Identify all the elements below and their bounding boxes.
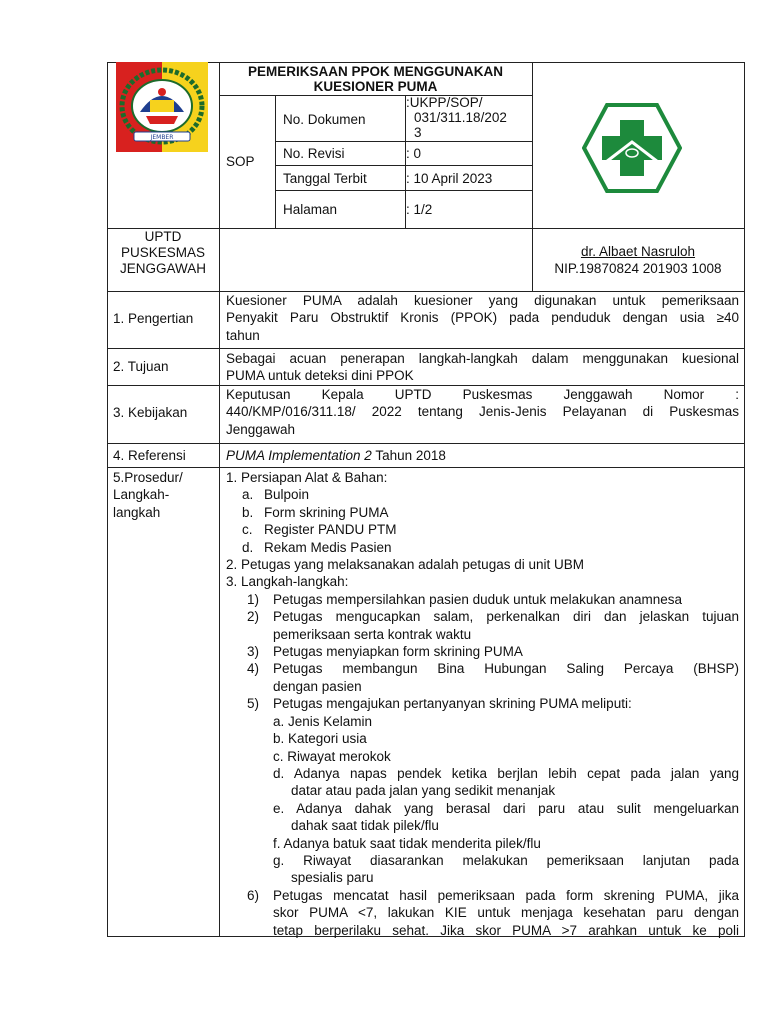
prosedur-label-line-1: 5.Prosedur/ [113, 470, 183, 485]
pengertian-label: 1. Pengertian [113, 311, 194, 326]
step-line: Petugas mencatat hasil pemeriksaan pada form skrening PUMA, jika [273, 887, 739, 903]
step-item [226, 695, 739, 712]
step-1-heading: 1. Persiapan Alat & Bahan: [226, 470, 388, 485]
no-dokumen-value-line-3: 3 [414, 125, 422, 140]
kebijakan-line: 440/KMP/016/311.18/ 2022 tentang Jenis-Jenis Pelayanan di Puskesmas [226, 404, 739, 420]
question-line: dahak saat tidak pilek/flu [291, 818, 439, 834]
kebijakan-text [226, 386, 739, 438]
tool-marker: d. [242, 539, 254, 555]
step-item [226, 887, 739, 939]
step-marker: 4) [247, 661, 260, 677]
question-line: datar atau pada jalan yang sedikit menanjak [291, 783, 556, 799]
puskesmas-cross-logo [582, 102, 682, 194]
referensi-title: PUMA Implementation 2 [226, 448, 372, 463]
tool-item [242, 504, 739, 521]
kebijakan-row-bottom [107, 443, 745, 444]
question-list [226, 713, 739, 887]
question-item: b. Kategori usia [273, 731, 367, 747]
step-line: pemeriksaan serta kontrak waktu [273, 626, 472, 642]
header-row-divider-3 [275, 190, 532, 191]
pengertian-line: Kuesioner PUMA adalah kuesioner yang digunakan untuk pemeriksaan [226, 293, 739, 308]
step-line: Petugas mempersilahkan pasien duduk untuk melakukan anamnesa [273, 591, 683, 607]
step-line: Petugas menyiapkan form skrining PUMA [273, 644, 523, 660]
step-line: Petugas mengajukan pertanyanyan skrining PUMA meliputi: [273, 696, 632, 712]
prosedur-label-line-2: Langkah- [113, 487, 170, 503]
tujuan-line: PUMA untuk deteksi dini PPOK [226, 368, 414, 384]
step-line: tetap berperilaku sehat. Jika skor PUMA >7 arahkan untuk ke poli [273, 922, 739, 938]
step-line: Petugas mengucapkan salam, perkenalkan diri dan jelaskan tujuan [273, 609, 739, 625]
header-row-divider-2 [275, 165, 532, 166]
pengertian-line: tahun [226, 327, 260, 343]
no-dokumen-value [406, 95, 530, 140]
kebijakan-label: 3. Kebijakan [113, 405, 188, 420]
question-item [273, 800, 739, 835]
halaman-value: : 1/2 [406, 202, 433, 217]
document-title-line-1: PEMERIKSAAN PPOK MENGGUNAKAN [247, 64, 504, 79]
sop-column-divider [275, 95, 276, 229]
document-title-line-2: KUESIONER PUMA [313, 79, 438, 94]
step-item [226, 608, 739, 643]
unit-name [107, 229, 219, 277]
step-line: Petugas membangun Bina Hubungan Saling Percaya (BHSP) [273, 661, 739, 677]
table-border-left [107, 62, 108, 937]
no-dokumen-label: No. Dokumen [283, 112, 366, 127]
step-item [226, 643, 739, 660]
referensi-year: Tahun 2018 [371, 448, 446, 463]
no-dokumen-value-line-2: 031/311.18/202 [414, 110, 507, 125]
question-line: e. Adanya dahak yang berasal dari paru atau sulit mengeluarkan [273, 800, 739, 816]
tool-item [242, 521, 739, 538]
referensi-label: 4. Referensi [113, 448, 186, 463]
pengertian-line: Penyakit Paru Obstruktif Kronis (PPOK) pada penduduk dengan usia ≥40 [226, 310, 739, 326]
pengertian-row-bottom [107, 348, 745, 349]
regency-crest-logo [116, 62, 208, 152]
question-line: spesialis paru [291, 870, 374, 886]
question-item: c. Riwayat merokok [273, 748, 391, 764]
tool-text: Rekam Medis Pasien [264, 539, 392, 555]
prosedur-label-line-3: langkah [113, 504, 161, 520]
document-title [219, 64, 532, 94]
signer-nip: NIP.19870824 201903 1008 [554, 261, 722, 276]
step-marker: 3) [247, 644, 260, 660]
pengertian-text [226, 292, 739, 344]
prosedur-body [226, 469, 739, 939]
no-revisi-label: No. Revisi [283, 146, 345, 161]
step-marker: 6) [247, 887, 260, 903]
halaman-label: Halaman [283, 202, 338, 217]
tool-text: Register PANDU PTM [264, 522, 397, 538]
tool-text: Form skrining PUMA [264, 504, 389, 520]
unit-name-line-1: UPTD [144, 229, 182, 244]
step-marker: 2) [247, 609, 260, 625]
no-revisi-value: : 0 [406, 146, 422, 161]
step-line: dengan pasien [273, 678, 362, 694]
svg-text:JEMBER: JEMBER [150, 134, 174, 141]
question-line: g. Riwayat diasarankan melakukan pemeriksaan lanjutan pada [273, 852, 739, 868]
unit-name-line-2: PUSKESMAS [120, 245, 206, 260]
tool-text: Bulpoin [264, 487, 310, 503]
step-marker: 1) [247, 591, 260, 607]
tool-marker: a. [242, 487, 254, 503]
tujuan-line: Sebagai acuan penerapan langkah-langkah dalam menggunakan kuesional [226, 351, 739, 366]
table-border-right [744, 62, 745, 937]
kebijakan-line: Jenggawah [226, 421, 296, 437]
tool-list [226, 486, 739, 556]
unit-name-line-3: JENGGAWAH [119, 261, 206, 276]
header-row-divider-1 [275, 141, 532, 142]
tool-item [242, 486, 739, 503]
tujuan-text [226, 350, 739, 385]
signer-name: dr. Albaet Nasruloh [580, 244, 696, 259]
tanggal-terbit-value: : 10 April 2023 [406, 171, 493, 186]
step-item [226, 591, 739, 608]
referensi-row-bottom [107, 467, 745, 468]
question-item: a. Jenis Kelamin [273, 713, 373, 729]
question-item [273, 852, 739, 887]
question-line: d. Adanya napas pendek ketika berjlan lebih cepat pada jalan yang [273, 765, 739, 781]
step-item [226, 660, 739, 695]
step-marker: 5) [247, 696, 260, 712]
question-item: f. Adanya batuk saat tidak menderita pilek/flu [273, 835, 541, 851]
step-3-heading: 3. Langkah-langkah: [226, 574, 349, 590]
tanggal-terbit-label: Tanggal Terbit [283, 171, 367, 186]
question-item [273, 765, 739, 800]
step-line: skor PUMA <7, lakukan KIE untuk menjaga kesehatan paru dengan [273, 905, 739, 921]
label-column-divider [219, 62, 220, 937]
kebijakan-line: Keputusan Kepala UPTD Puskesmas Jenggawah Nomor : [226, 387, 739, 402]
tool-item [242, 539, 739, 556]
tool-marker: c. [242, 522, 253, 538]
referensi-text [226, 447, 739, 464]
step-2-text: 2. Petugas yang melaksanakan adalah petugas di unit UBM [226, 557, 584, 573]
tool-marker: b. [242, 504, 254, 520]
no-dokumen-value-line-1: :UKPP/SOP/ [406, 95, 483, 110]
tujuan-label: 2. Tujuan [113, 359, 169, 374]
prosedur-label [113, 469, 183, 521]
sop-label: SOP [226, 154, 255, 169]
